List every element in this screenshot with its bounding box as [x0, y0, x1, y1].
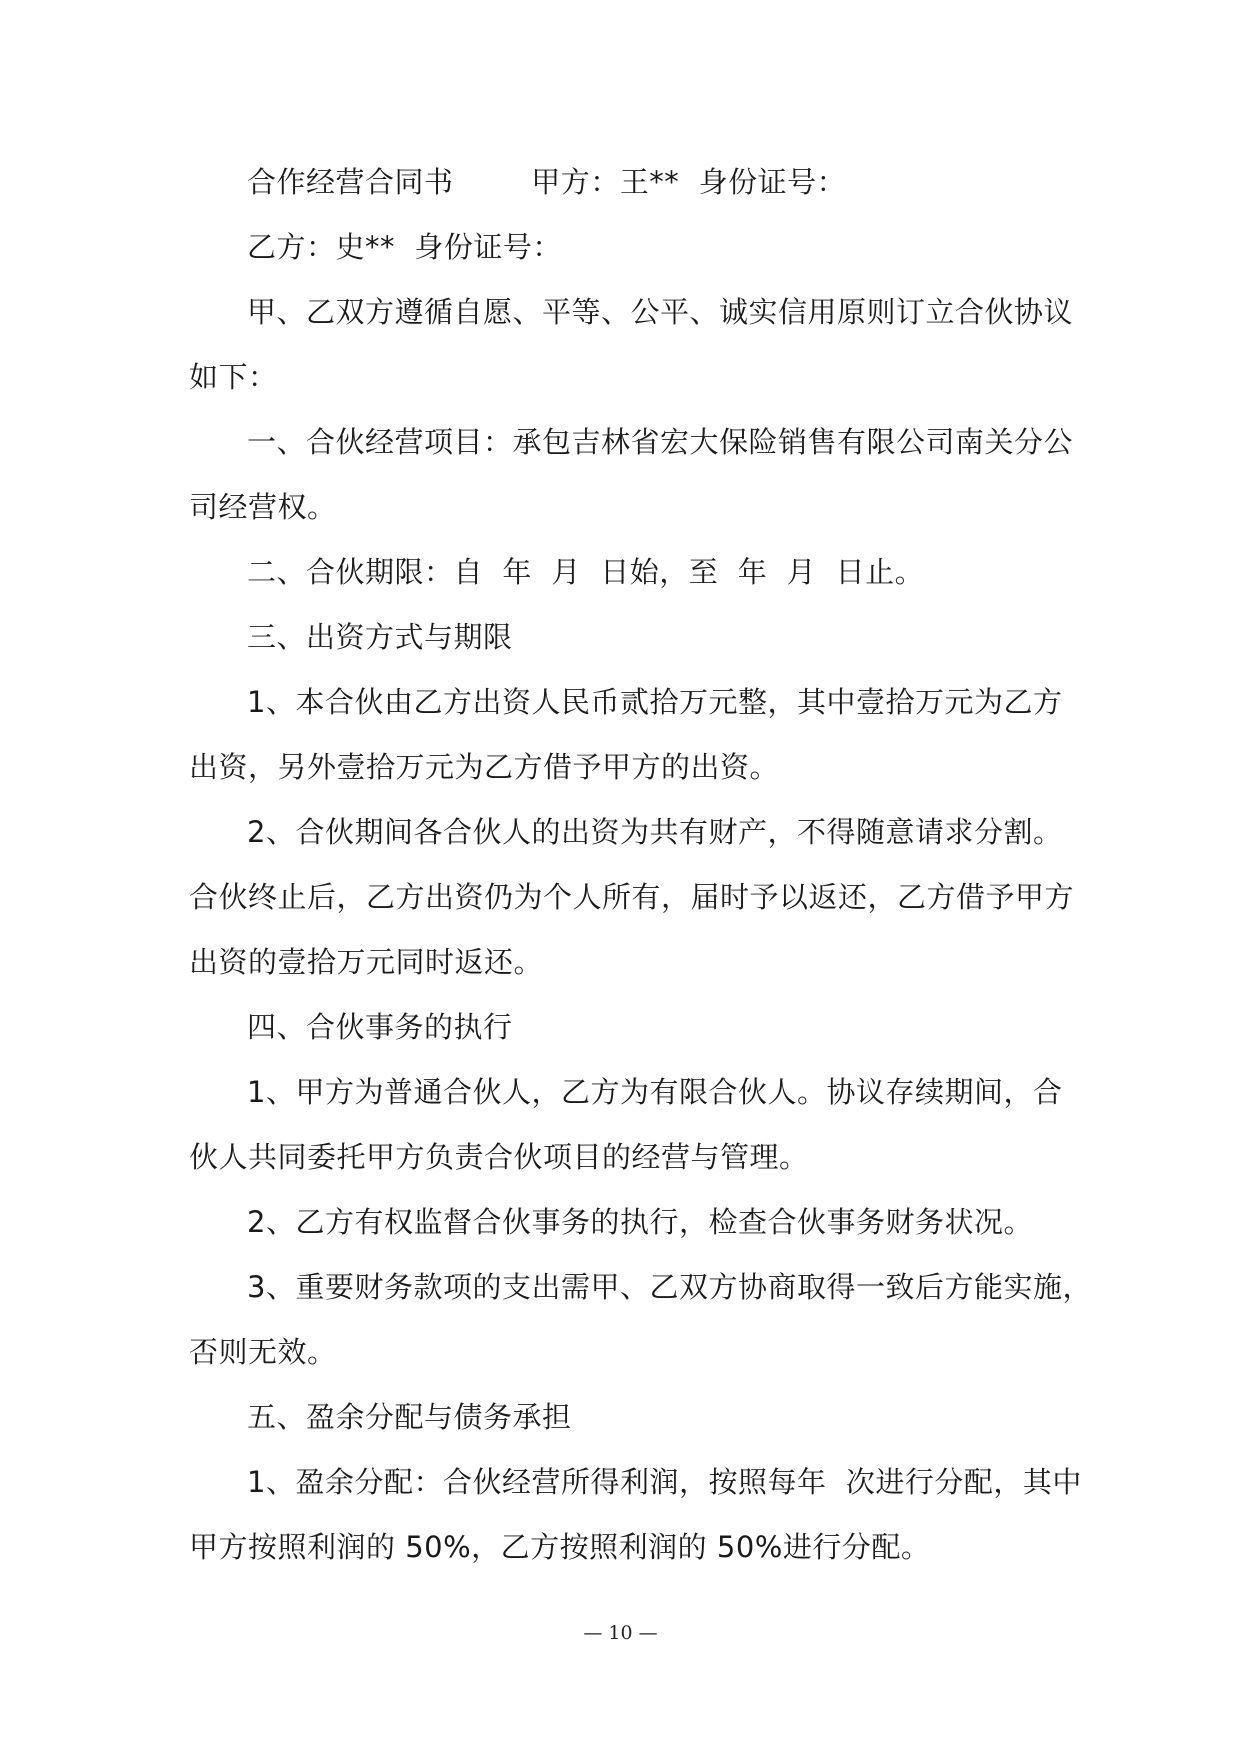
section-heading-3: 三、出资方式与期限 — [247, 620, 513, 654]
party-b-line: 乙方：史** 身份证号： — [247, 230, 562, 264]
paragraph-line: 1、盈余分配：合伙经营所得利润，按照每年 次进行分配，其中 — [247, 1465, 1082, 1499]
paragraph-line: 出资，另外壹拾万元为乙方借予甲方的出资。 — [189, 750, 780, 784]
paragraph-line: 1、本合伙由乙方出资人民币贰拾万元整，其中壹拾万元为乙方 — [247, 685, 1063, 719]
document-body — [189, 150, 1092, 1580]
paragraph-line: 伙人共同委托甲方负责合伙项目的经营与管理。 — [189, 1140, 809, 1174]
paragraph-line: 出资的壹拾万元同时返还。 — [189, 945, 544, 979]
paragraph-line: 2、合伙期间各合伙人的出资为共有财产，不得随意请求分割。 — [247, 815, 1063, 849]
paragraph-line: 2、乙方有权监督合伙事务的执行，检查合伙事务财务状况。 — [247, 1205, 1033, 1239]
section-heading-5: 五、盈余分配与债务承担 — [247, 1400, 572, 1434]
paragraph-line: 甲、乙双方遵循自愿、平等、公平、诚实信用原则订立合伙协议 — [247, 295, 1074, 329]
paragraph-line: 甲方按照利润的 50%，乙方按照利润的 50%进行分配。 — [189, 1530, 931, 1564]
paragraph-line: 1、甲方为普通合伙人，乙方为有限合伙人。协议存续期间，合 — [247, 1075, 1063, 1109]
paragraph-line: 如下： — [189, 360, 278, 394]
section-heading-4: 四、合伙事务的执行 — [247, 1010, 513, 1044]
paragraph-line: 司经营权。 — [189, 490, 337, 524]
contract-title-line: 合作经营合同书 甲方：王** 身份证号： — [247, 165, 847, 199]
section-heading-2: 二、合伙期限：自 年 月 日始，至 年 月 日止。 — [247, 555, 925, 589]
paragraph-line: 合伙终止后，乙方出资仍为个人所有，届时予以返还，乙方借予甲方 — [189, 880, 1075, 914]
page-number: — 10 — — [583, 1622, 658, 1644]
paragraph-line: 否则无效。 — [189, 1335, 337, 1369]
section-heading-1: 一、合伙经营项目：承包吉林省宏大保险销售有限公司南关分公 — [247, 425, 1074, 459]
paragraph-line: 3、重要财务款项的支出需甲、乙双方协商取得一致后方能实施， — [247, 1270, 1092, 1304]
